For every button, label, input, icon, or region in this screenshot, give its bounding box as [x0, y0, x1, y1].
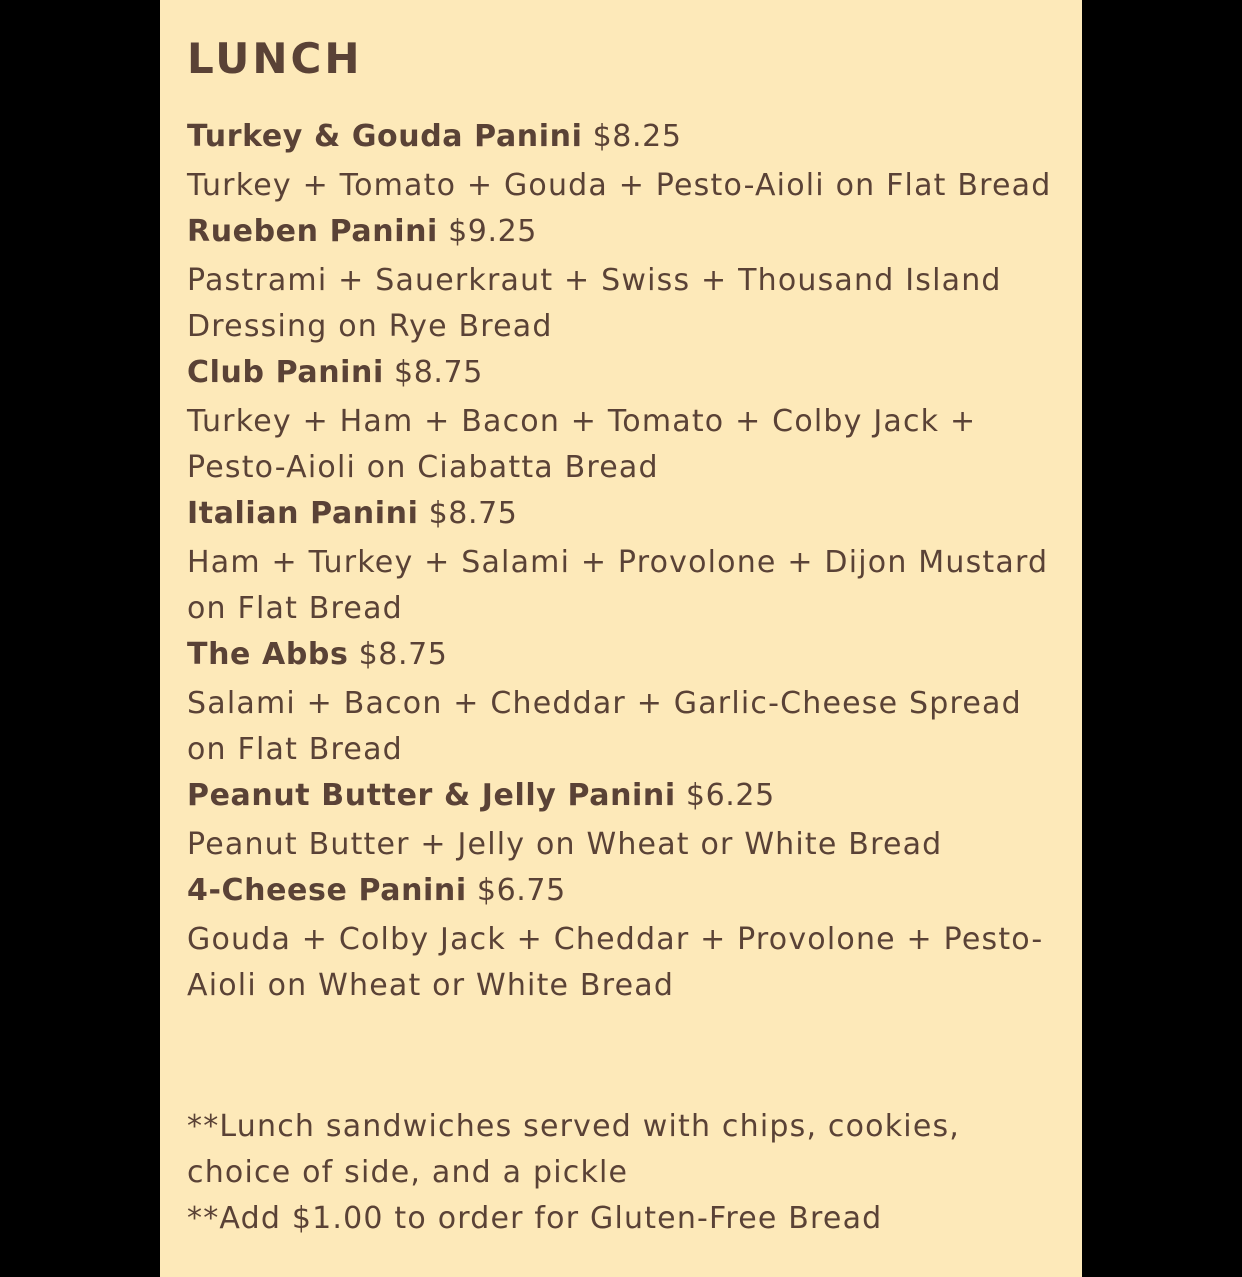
item-description: Turkey + Tomato + Gouda + Pesto-Aioli on Flat Bread	[187, 168, 1052, 203]
item-name: Turkey & Gouda Panini	[187, 119, 583, 154]
item-description: Pastrami + Sauerkraut + Swiss + Thousand Island Dressing on Rye Bread	[187, 263, 1002, 344]
item-description: Turkey + Ham + Bacon + Tomato + Colby Jack + Pesto-Aioli on Ciabatta Bread	[187, 404, 977, 485]
menu-items-list	[187, 114, 1067, 1009]
item-price: $8.75	[394, 355, 483, 390]
menu-item	[187, 350, 1067, 491]
item-name: Club Panini	[187, 355, 384, 390]
menu-item	[187, 491, 1067, 632]
item-description: Salami + Bacon + Cheddar + Garlic-Cheese Spread on Flat Bread	[187, 686, 1022, 767]
item-description: Peanut Butter + Jelly on Wheat or White Bread	[187, 827, 943, 862]
item-price: $9.25	[448, 214, 537, 249]
menu-item	[187, 868, 1067, 1009]
item-name: Italian Panini	[187, 496, 419, 531]
item-price: $6.25	[685, 778, 775, 813]
item-name: Peanut Butter & Jelly Panini	[187, 778, 676, 813]
item-price: $8.75	[358, 637, 448, 672]
menu-item	[187, 114, 1067, 209]
item-name: 4-Cheese Panini	[187, 873, 467, 908]
menu-item	[187, 632, 1067, 773]
item-price: $8.75	[428, 496, 518, 531]
item-price: $6.75	[476, 873, 566, 908]
note-sides: **Lunch sandwiches served with chips, cookies, choice of side, and a pickle	[187, 1109, 961, 1190]
menu-notes	[187, 1104, 1067, 1242]
note-gluten-free: **Add $1.00 to order for Gluten-Free Bread	[187, 1201, 883, 1236]
item-price: $8.25	[592, 119, 682, 154]
item-description: Gouda + Colby Jack + Cheddar + Provolone + Pesto-Aioli on Wheat or White Bread	[187, 922, 1044, 1003]
item-description: Ham + Turkey + Salami + Provolone + Dijon Mustard on Flat Bread	[187, 545, 1049, 626]
menu-panel	[160, 0, 1082, 1277]
menu-item	[187, 773, 1067, 868]
item-name: Rueben Panini	[187, 214, 438, 249]
menu-item	[187, 209, 1067, 350]
item-name: The Abbs	[187, 637, 349, 672]
menu-title: LUNCH	[187, 34, 363, 83]
